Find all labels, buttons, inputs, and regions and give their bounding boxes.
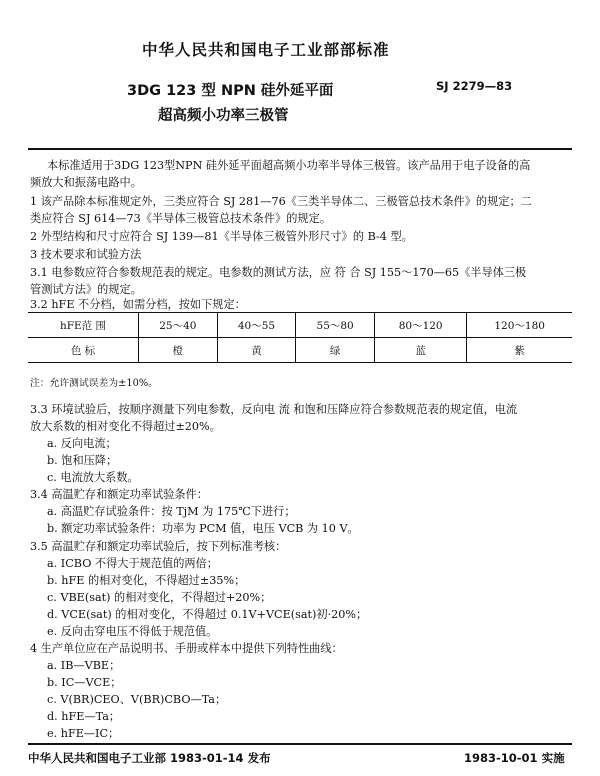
section-4-item: a. IB—VBE； bbox=[47, 659, 121, 672]
section-3-2: 3.2 hFE 不分档，如需分档，按如下规定： bbox=[30, 298, 246, 311]
footer-rule bbox=[28, 743, 572, 745]
doc-title-line1: 3DG 123 型 NPN 硅外延平面 bbox=[127, 83, 334, 99]
hfe-grade-table bbox=[28, 312, 572, 363]
intro-line-2: 频放大和振荡电路中。 bbox=[30, 176, 142, 189]
section-3-4-b: b. 额定功率试验条件：功率为 PCM 值，电压 VCB 为 10 V。 bbox=[47, 522, 359, 535]
section-4-title: 4 生产单位应在产品说明书、手册或样本中提供下列特性曲线： bbox=[30, 642, 343, 655]
section-3-1-line-1: 3.1 电参数应符合参数规范表的规定。电参数的测试方法，应 符 合 SJ 155～170—65《半导体三极 bbox=[30, 266, 527, 279]
intro-line-1: 本标准适用于3DG 123型NPN 硅外延平面超高频小功率半导体三极管。该产品用于电子设备的高 bbox=[47, 159, 531, 172]
section-3-5-item: c. VBE(sat) 的相对变化，不得超过+20%； bbox=[47, 591, 272, 604]
tolerance-note: 注：允许测试误差为±10%。 bbox=[30, 378, 158, 389]
section-3-3-item: c. 电流放大系数。 bbox=[47, 471, 139, 484]
color-code-cell: 绿 bbox=[296, 338, 375, 363]
section-3-5-item: e. 反向击穿电压不得低于规范值。 bbox=[47, 625, 218, 638]
section-3-3-line-1: 3.3 环境试验后，按顺序测量下列电参数，反向电 流 和饱和压降应符合参数规范表的规定值，电流 bbox=[30, 403, 518, 416]
section-4-item: c. V(BR)CEO、V(BR)CBO—Ta； bbox=[47, 693, 227, 706]
section-4-item: e. hFE—IC； bbox=[47, 727, 120, 740]
hfe-range-cell: 120～180 bbox=[467, 313, 572, 338]
color-code-cell: 黄 bbox=[217, 338, 296, 363]
section-1-line-1: 1 该产品除本标准规定外，三类应符合 SJ 281—76《三类半导体二、三极管总技术条件》的规定；二 bbox=[30, 195, 532, 208]
section-3-title: 3 技术要求和试验方法 bbox=[30, 248, 142, 261]
hfe-range-cell: 40～55 bbox=[217, 313, 296, 338]
effective-date: 1983-10-01 实施 bbox=[464, 751, 565, 765]
section-3-4-title: 3.4 高温贮存和额定功率试验条件： bbox=[30, 488, 208, 501]
section-3-5-item: b. hFE 的相对变化，不得超过±35%； bbox=[47, 574, 246, 587]
hfe-range-cell: 25～40 bbox=[139, 313, 218, 338]
section-3-3-item: b. 饱和压降； bbox=[47, 454, 118, 467]
color-code-cell: 紫 bbox=[467, 338, 572, 363]
color-code-label: 色 标 bbox=[28, 338, 139, 363]
standard-code: SJ 2279—83 bbox=[436, 79, 513, 93]
hfe-range-cell: 55～80 bbox=[296, 313, 375, 338]
header-rule bbox=[28, 148, 572, 150]
hfe-range-row bbox=[28, 313, 572, 338]
section-1-line-2: 类应符合 SJ 614—73《半导体三极管总技术条件》的规定。 bbox=[30, 212, 331, 225]
section-2: 2 外型结构和尺寸应符合 SJ 139—81《半导体三极管外形尺寸》的 B-4 型。 bbox=[30, 230, 413, 243]
color-code-cell: 橙 bbox=[139, 338, 218, 363]
color-code-cell: 蓝 bbox=[374, 338, 466, 363]
section-3-5-item: a. ICBO 不得大于规范值的两倍； bbox=[47, 557, 218, 570]
hfe-range-label: hFE范 围 bbox=[28, 313, 139, 338]
section-4-item: b. IC—VCE； bbox=[47, 676, 122, 689]
section-3-3-item: a. 反向电流； bbox=[47, 437, 117, 450]
section-3-5-title: 3.5 高温贮存和额定功率试验后，按下列标准考核： bbox=[30, 540, 287, 553]
doc-title-line2: 超高频小功率三极管 bbox=[158, 108, 289, 124]
section-3-1-line-2: 管测试方法》的规定。 bbox=[30, 283, 142, 296]
org-title: 中华人民共和国电子工业部部标准 bbox=[142, 41, 390, 59]
section-3-3-line-2: 放大系数的相对变化不得超过±20%。 bbox=[30, 420, 221, 433]
color-code-row bbox=[28, 338, 572, 363]
hfe-range-cell: 80～120 bbox=[374, 313, 466, 338]
section-3-5-item: d. VCE(sat) 的相对变化，不得超过 0.1V+VCE(sat)初·20%； bbox=[47, 608, 368, 621]
section-3-4-a: a. 高温贮存试验条件：按 TjM 为 175℃下进行； bbox=[47, 505, 296, 518]
section-4-item: d. hFE—Ta； bbox=[47, 710, 121, 723]
issue-info: 中华人民共和国电子工业部 1983-01-14 发布 bbox=[28, 751, 271, 765]
